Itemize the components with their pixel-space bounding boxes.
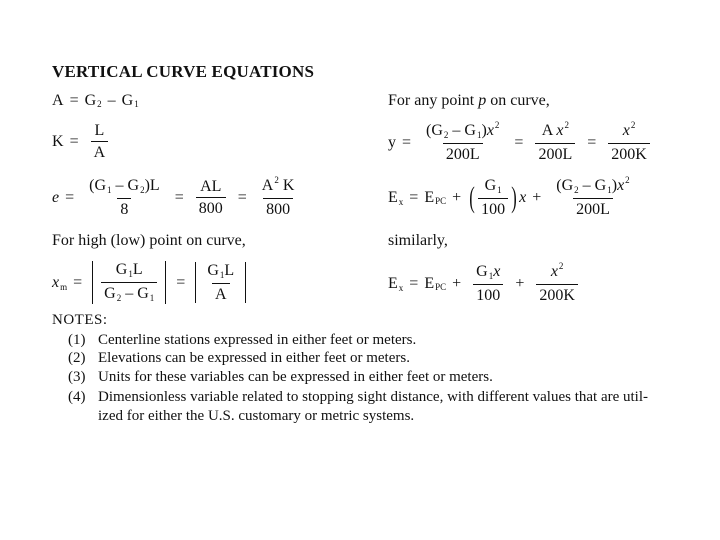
eq-ex2-f2-x: x — [550, 263, 558, 280]
any-point-p: p — [478, 92, 487, 109]
high-low-text: For high (low) point on curve, — [52, 232, 246, 249]
eq-ex2-f1-numerator — [473, 263, 503, 284]
eq-e-f1-tail: )L — [144, 177, 160, 194]
similarly-text: similarly, — [388, 232, 448, 249]
eq-ex1-lhs — [388, 189, 403, 207]
eq-ex1-f1-numerator — [482, 177, 505, 198]
eq-xm-f1-numerator — [113, 261, 146, 282]
eq-e-equals-1: = — [65, 188, 75, 206]
eq-a-g2-sub: 2 — [97, 99, 102, 109]
eq-xm-equals-1: = — [73, 273, 83, 291]
eq-y-f1-sup: 2 — [494, 120, 500, 130]
eq-k-denominator: A — [91, 141, 109, 161]
note-3-text: Units for these variables can be expressed in either feet or meters. — [98, 369, 493, 385]
eq-k-lhs: K — [52, 132, 64, 150]
equation-ex-2 — [388, 263, 584, 304]
eq-ex1-f2-close: ) — [611, 177, 618, 194]
note-2 — [68, 350, 410, 367]
eq-y-f2-sup: 2 — [564, 120, 569, 130]
equation-e — [52, 177, 303, 218]
eq-ex2-lhs — [388, 275, 403, 293]
note-4 — [68, 389, 648, 406]
eq-k-numerator: L — [94, 122, 105, 139]
eq-e-f2-denominator: 800 — [196, 197, 226, 217]
eq-xm-f1-denominator — [101, 282, 157, 304]
eq-ex2-f1-denominator: 100 — [473, 284, 503, 304]
eq-y-equals-3: = — [587, 133, 597, 151]
eq-ex1-x: x — [519, 188, 527, 206]
eq-ex1-f1-denominator: 100 — [478, 198, 508, 218]
eq-ex1-f2-x: x — [617, 177, 625, 194]
eq-ex1-f2-minus: – G — [578, 177, 607, 194]
eq-y-f3-denominator: 200K — [608, 143, 650, 163]
eq-a-lhs: A — [52, 92, 64, 109]
eq-xm-f2-sub: 1 — [219, 270, 225, 280]
equation-xm — [52, 261, 250, 304]
eq-ex2-plus-2: + — [515, 274, 525, 292]
eq-ex1-f2-sub1: 2 — [574, 185, 579, 195]
eq-ex1-equals: = — [409, 188, 419, 206]
eq-xm-f1-g: G — [115, 261, 128, 278]
eq-ex2-e: E — [388, 274, 398, 292]
eq-ex2-equals: = — [409, 274, 419, 292]
notes-heading: NOTES: — [52, 312, 108, 328]
eq-y-equals-1: = — [402, 133, 412, 151]
eq-ex2-f2-denominator: 200K — [536, 284, 578, 304]
eq-ex1-epc: E — [424, 188, 435, 206]
eq-y-f1-numerator — [423, 122, 502, 143]
eq-xm-f1-den-sub2: 1 — [149, 293, 155, 303]
note-3-number: (3) — [68, 369, 86, 385]
eq-xm-f2-g: G — [207, 262, 219, 279]
eq-ex1-epc-sub: PC — [435, 195, 447, 206]
note-4-text: Dimensionless variable related to stopping sight distance, with different values that are util- — [98, 389, 648, 405]
eq-ex1-e: E — [388, 188, 398, 206]
any-point-text — [388, 92, 550, 110]
eq-a-equals: = — [69, 92, 79, 109]
note-4-number: (4) — [68, 389, 86, 405]
eq-xm-fraction-1 — [101, 261, 157, 304]
eq-ex2-fraction-1 — [473, 263, 503, 304]
eq-xm-abs-1 — [92, 261, 166, 304]
eq-e-f2-numerator: AL — [200, 178, 222, 195]
eq-ex2-f1-x: x — [493, 263, 501, 280]
eq-ex2-epc: E — [424, 274, 435, 292]
note-3 — [68, 369, 493, 386]
eq-e-fraction-1 — [86, 177, 163, 218]
eq-y-fraction-1 — [423, 122, 502, 163]
eq-e-fraction-2 — [196, 178, 226, 217]
eq-y-f1-minus: – G — [448, 122, 476, 139]
eq-y-f1-denominator: 200L — [443, 143, 483, 163]
equation-k — [52, 122, 114, 161]
eq-e-fraction-3 — [259, 177, 298, 218]
eq-y-f3-x: x — [622, 122, 630, 139]
note-2-number: (2) — [68, 350, 86, 366]
eq-ex2-fraction-2 — [536, 263, 578, 304]
eq-ex1-sub: x — [398, 196, 404, 207]
note-1 — [68, 332, 416, 349]
eq-y-f1-x: x — [486, 122, 494, 139]
eq-ex1-plus-2: + — [532, 188, 542, 206]
eq-xm-f1-den-minus: – G — [121, 285, 149, 302]
eq-k-fraction — [91, 122, 109, 161]
eq-e-f3-numerator — [259, 177, 298, 198]
note-1-number: (1) — [68, 332, 86, 348]
eq-xm-f1-den-sub1: 2 — [116, 293, 122, 303]
note-1-text: Centerline stations expressed in either feet or meters. — [98, 332, 417, 348]
eq-xm-abs-2 — [195, 262, 246, 303]
note-2-text: Elevations can be expressed in either feet or meters. — [98, 350, 410, 366]
eq-y-f2-denominator: 200L — [535, 143, 575, 163]
eq-e-f1-minus: – G — [111, 177, 140, 194]
eq-ex2-epc-sub: PC — [435, 281, 447, 292]
eq-ex1-f2-sub2: 1 — [607, 185, 612, 195]
eq-e-f1-sub2: 2 — [140, 185, 145, 195]
eq-y-f3-sup: 2 — [630, 120, 636, 130]
any-point-b: on curve, — [486, 92, 550, 109]
eq-ex1-f2-numerator — [553, 177, 632, 198]
eq-e-f3-a: A — [261, 177, 274, 194]
eq-xm-fraction-2 — [204, 262, 237, 303]
eq-ex1-fraction-2 — [553, 177, 632, 218]
eq-xm-equals-2: = — [176, 273, 186, 291]
eq-xm-x: x — [52, 273, 60, 291]
equation-ex-1 — [388, 177, 639, 218]
eq-a-g2: G — [84, 92, 97, 109]
equation-y — [388, 122, 656, 163]
eq-ex1-f1-sub: 1 — [497, 185, 502, 195]
page-title: VERTICAL CURVE EQUATIONS — [52, 62, 315, 81]
eq-ex1-f1-g: G — [484, 177, 497, 194]
eq-y-fraction-2 — [535, 122, 575, 163]
eq-k-equals: = — [69, 132, 79, 150]
eq-a-g1: G — [121, 92, 134, 109]
eq-ex1-right-paren: ) — [511, 180, 517, 214]
eq-e-equals-2: = — [174, 188, 184, 206]
eq-y-f1-sub1: 2 — [443, 130, 449, 140]
eq-ex1-left-paren: ( — [469, 180, 475, 214]
eq-ex1-f2-denominator: 200L — [573, 198, 613, 218]
eq-ex1-f2-sup: 2 — [625, 175, 630, 185]
eq-a-minus: – — [107, 92, 116, 109]
eq-xm-f2-numerator — [204, 262, 237, 283]
eq-ex2-plus-1: + — [452, 274, 462, 292]
eq-xm-f1-l: L — [132, 261, 143, 278]
equation-a — [52, 92, 139, 110]
eq-y-f1-close: ) — [481, 122, 487, 139]
any-point-a: For any point — [388, 92, 479, 109]
eq-y-f1-sub2: 1 — [476, 130, 482, 140]
eq-e-f1-sub1: 1 — [107, 185, 112, 195]
eq-e-lhs: e — [52, 188, 60, 206]
eq-xm-lhs — [52, 274, 67, 292]
eq-e-f3-denominator: 800 — [263, 198, 293, 218]
eq-e-f1-part: (G — [89, 177, 107, 194]
eq-xm-f2-denominator: A — [212, 283, 230, 303]
eq-ex1-f2-g: (G — [556, 177, 574, 194]
eq-y-f2-x: x — [556, 122, 564, 139]
eq-ex2-f2-numerator — [548, 263, 567, 284]
eq-e-f1-numerator — [86, 177, 163, 198]
note-4-continuation: ized for either the U.S. customary or metric systems. — [98, 408, 415, 424]
eq-xm-f1-sub: 1 — [128, 269, 133, 279]
eq-y-f2-a: A — [541, 122, 557, 139]
eq-xm-f1-den-g: G — [104, 285, 116, 302]
eq-y-f2-numerator — [539, 122, 572, 143]
eq-y-fraction-3 — [608, 122, 650, 163]
eq-y-f3-numerator — [620, 122, 639, 143]
eq-xm-f2-l: L — [224, 262, 235, 279]
eq-y-f1-g: (G — [426, 122, 443, 139]
eq-xm-sub: m — [60, 281, 68, 292]
eq-ex2-sub: x — [398, 282, 404, 293]
eq-e-f3-sup: 2 — [274, 175, 279, 185]
eq-e-equals-3: = — [237, 188, 247, 206]
eq-y-lhs: y — [388, 133, 396, 151]
eq-e-f1-denominator: 8 — [117, 198, 131, 218]
eq-ex2-f1-g: G — [476, 263, 488, 280]
eq-a-g1-sub: 1 — [134, 99, 139, 109]
eq-y-equals-2: = — [514, 133, 524, 151]
eq-ex2-f1-sub: 1 — [488, 271, 494, 281]
eq-ex1-fraction-1 — [478, 177, 508, 218]
eq-ex2-f2-sup: 2 — [558, 261, 564, 271]
eq-e-f3-k: K — [278, 177, 295, 194]
eq-ex1-plus-1: + — [452, 188, 462, 206]
